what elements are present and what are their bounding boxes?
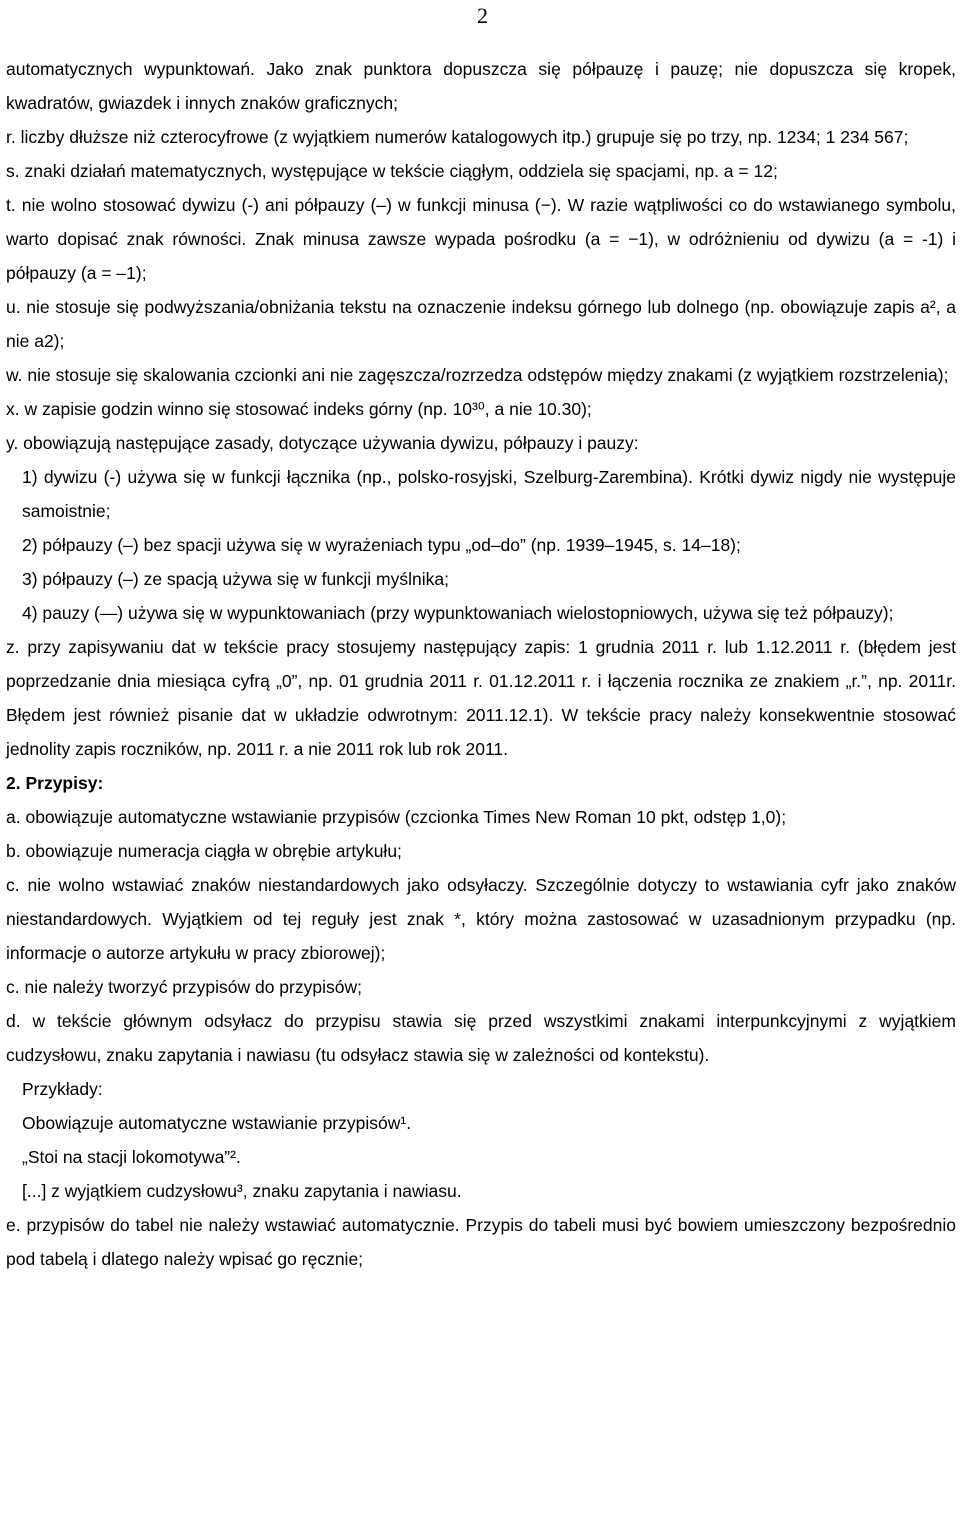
document-body (6, 52, 956, 1276)
paragraph-fn-e: e. przypisów do tabel nie należy wstawiać automatycznie. Przypis do tabeli musi być bowiem umieszczony bezpośrednio pod tabelą i dlatego należy wpisać go ręcznie; (6, 1215, 956, 1269)
paragraph-list-x: x. w zapisie godzin winno się stosować indeks górny (np. 10³⁰, a nie 10.30); (6, 399, 592, 419)
paragraph-list-y4: 4) pauzy (—) używa się w wypunktowaniach (przy wypunktowaniach wielostopniowych, używa się też półpauzy); (22, 603, 894, 623)
paragraph-example-1: Obowiązuje automatyczne wstawianie przypisów¹. (22, 1113, 412, 1133)
paragraph-examples: Przykłady: (22, 1079, 103, 1099)
paragraph-fn-a: a. obowiązuje automatyczne wstawianie przypisów (czcionka Times New Roman 10 pkt, odstęp 1,0); (6, 807, 787, 827)
paragraph-list-y3: 3) półpauzy (–) ze spacją używa się w funkcji myślnika; (22, 569, 449, 589)
page-number: 2 (477, 3, 488, 28)
paragraph-example-2: „Stoi na stacji lokomotywa”². (22, 1147, 241, 1167)
paragraph-list-u: u. nie stosuje się podwyższania/obniżania tekstu na oznaczenie indeksu górnego lub dolnego (np. obowiązuje zapis a², a nie a2); (6, 297, 956, 351)
paragraph-list-z: z. przy zapisywaniu dat w tekście pracy stosujemy następujący zapis: 1 grudnia 2011 r. lub 1.12.2011 r. (błędem jest poprzedzanie dnia miesiąca cyfrą „0”, np. 01 grudnia 2011 r. 01.12.2011 r. i łączenia rocznika ze znakiem „r.”, np. 2011r. Błędem jest również pisanie dat w układzie odwrotnym: 2011.12.1). W tekście pracy należy konsekwentnie stosować jednolity zapis roczników, np. 2011 r. a nie 2011 rok lub rok 2011. (6, 637, 956, 759)
paragraph-list-r: r. liczby dłuższe niż czterocyfrowe (z wyjątkiem numerów katalogowych itp.) grupuje się po trzy, np. 1234; 1 234 567; (6, 127, 909, 147)
paragraph-fn-d: d. w tekście głównym odsyłacz do przypisu stawia się przed wszystkimi znakami interpunkcyjnymi z wyjątkiem cudzysłowu, znaku zapytania i nawiasu (tu odsyłacz stawia się w zależności od kontekstu). (6, 1011, 956, 1065)
paragraph-fn-c2: c. nie należy tworzyć przypisów do przypisów; (6, 977, 362, 997)
paragraph-fn-c: c. nie wolno wstawiać znaków niestandardowych jako odsyłaczy. Szczególnie dotyczy to wstawiania cyfr jako znaków niestandardowych. Wyjątkiem od tej reguły jest znak *, który można zastosować w uzasadnionym przypadku (np. informacje o autorze artykułu w pracy zbiorowej); (6, 875, 956, 963)
paragraph-example-3: [...] z wyjątkiem cudzysłowu³, znaku zapytania i nawiasu. (22, 1181, 462, 1201)
paragraph-list-t: t. nie wolno stosować dywizu (-) ani półpauzy (–) w funkcji minusa (−). W razie wątpliwości co do wstawianego symbolu, warto dopisać znak równości. Znak minusa zawsze wypada pośrodku (a = −1), w odróżnieniu od dywizu (a = -1) i półpauzy (a = –1); (6, 195, 956, 283)
paragraph-list-q-cont: automatycznych wypunktowań. Jako znak punktora dopuszcza się półpauzę i pauzę; nie dopuszcza się kropek, kwadratów, gwiazdek i innych znaków graficznych; (6, 59, 956, 113)
paragraph-fn-b: b. obowiązuje numeracja ciągła w obrębie artykułu; (6, 841, 402, 861)
paragraph-list-w: w. nie stosuje się skalowania czcionki ani nie zagęszcza/rozrzedza odstępów między znakami (z wyjątkiem rozstrzelenia); (6, 365, 949, 385)
paragraph-list-s: s. znaki działań matematycznych, występujące w tekście ciągłym, oddziela się spacjami, np. a = 12; (6, 161, 778, 181)
paragraph-list-y1: 1) dywizu (-) używa się w funkcji łącznika (np., polsko-rosyjski, Szelburg-Zarembina). Krótki dywiz nigdy nie występuje samoistnie; (22, 467, 956, 521)
paragraph-section-2: 2. Przypisy: (6, 773, 104, 793)
paragraph-list-y2: 2) półpauzy (–) bez spacji używa się w wyrażeniach typu „od–do” (np. 1939–1945, s. 14–18); (22, 535, 741, 555)
paragraph-list-y: y. obowiązują następujące zasady, dotyczące używania dywizu, półpauzy i pauzy: (6, 433, 639, 453)
